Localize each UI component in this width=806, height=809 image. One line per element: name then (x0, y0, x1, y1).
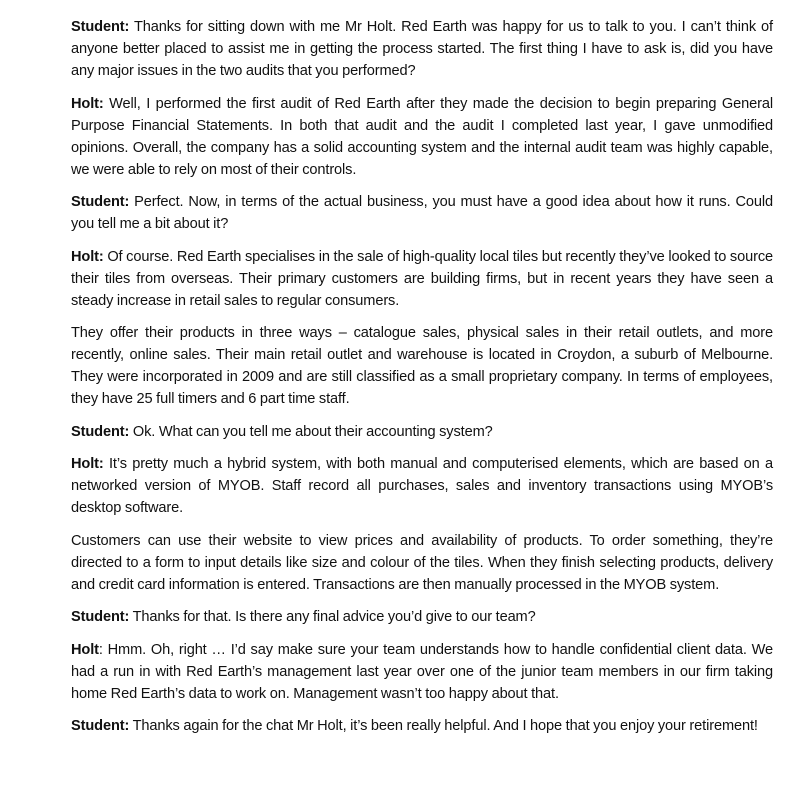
interview-transcript (71, 16, 773, 748)
paragraph-7 (71, 453, 773, 519)
paragraph-11 (71, 715, 773, 737)
paragraph-text: Ok. What can you tell me about their accounting system? (129, 423, 493, 440)
paragraph-2 (71, 93, 773, 181)
paragraph-4 (71, 246, 773, 312)
paragraph-text: Of course. Red Earth specialises in the sale of high-quality local tiles but recently they’ve looked to source their tiles from overseas. Their primary customers are building firms, but in recent years they have seen a steady increase in retail sales to regular consumers. (71, 248, 773, 309)
speaker-label: Student: (71, 718, 130, 734)
speaker-label: Student: (71, 19, 130, 35)
paragraph-1 (71, 16, 773, 82)
paragraph-text: Thanks for sitting down with me Mr Holt. Red Earth was happy for us to talk to you. I can’t think of anyone better placed to assist me in getting the process started. The first thing I have to ask is, did you have any major issues in the two audits that you performed? (71, 19, 773, 79)
paragraph-text: Thanks for that. Is there any final advice you’d give to our team? (129, 609, 536, 625)
paragraph-10 (71, 639, 773, 705)
paragraph-8 (71, 530, 773, 596)
speaker-label: Holt (71, 641, 99, 658)
speaker-label: Holt: (71, 248, 104, 265)
paragraph-6 (71, 421, 773, 443)
paragraph-text: It’s pretty much a hybrid system, with both manual and computerised elements, which are based on a networked version of MYOB. Staff record all purchases, sales and inventory transactions using MYOB’s desktop software. (71, 456, 773, 516)
speaker-label: Student: (71, 194, 130, 210)
paragraph-3 (71, 191, 773, 235)
speaker-label: Holt: (71, 456, 104, 472)
paragraph-text: Well, I performed the first audit of Red Earth after they made the decision to begin preparing General Purpose Financial Statements. In both that audit and the audit I completed last year, I gave unmodified opinions. Overall, the company has a solid accounting system and the internal audit team was highly capable, we were able to rely on most of their controls. (71, 95, 773, 178)
paragraph-text: Perfect. Now, in terms of the actual business, you must have a good idea about how it runs. Could you tell me a bit about it? (71, 194, 773, 232)
paragraph-text: Thanks again for the chat Mr Holt, it’s been really helpful. And I hope that you enjoy your retirement! (129, 718, 758, 734)
paragraph-text: : Hmm. Oh, right … I’d say make sure your team understands how to handle confidential client data. We had a run in with Red Earth’s management last year over one of the junior team members in our firm taking home Red Earth’s data to work on. Management wasn’t too happy about that. (71, 641, 773, 702)
speaker-label: Student: (71, 609, 130, 625)
paragraph-9 (71, 606, 773, 628)
speaker-label: Student: (71, 423, 130, 440)
paragraph-text: Customers can use their website to view prices and availability of products. To order something, they’re directed to a form to input details like size and colour of the tiles. When they finish selecting products, delivery and credit card information is entered. Transactions are then manually processed in the MYOB system. (71, 532, 773, 593)
speaker-label: Holt: (71, 95, 104, 112)
paragraph-5 (71, 322, 773, 410)
paragraph-text: They offer their products in three ways – catalogue sales, physical sales in their retail outlets, and more recently, online sales. Their main retail outlet and warehouse is located in Croydon, a suburb of Melbourne. They were incorporated in 2009 and are still classified as a small proprietary company. In terms of employees, they have 25 full timers and 6 part time staff. (71, 325, 773, 407)
